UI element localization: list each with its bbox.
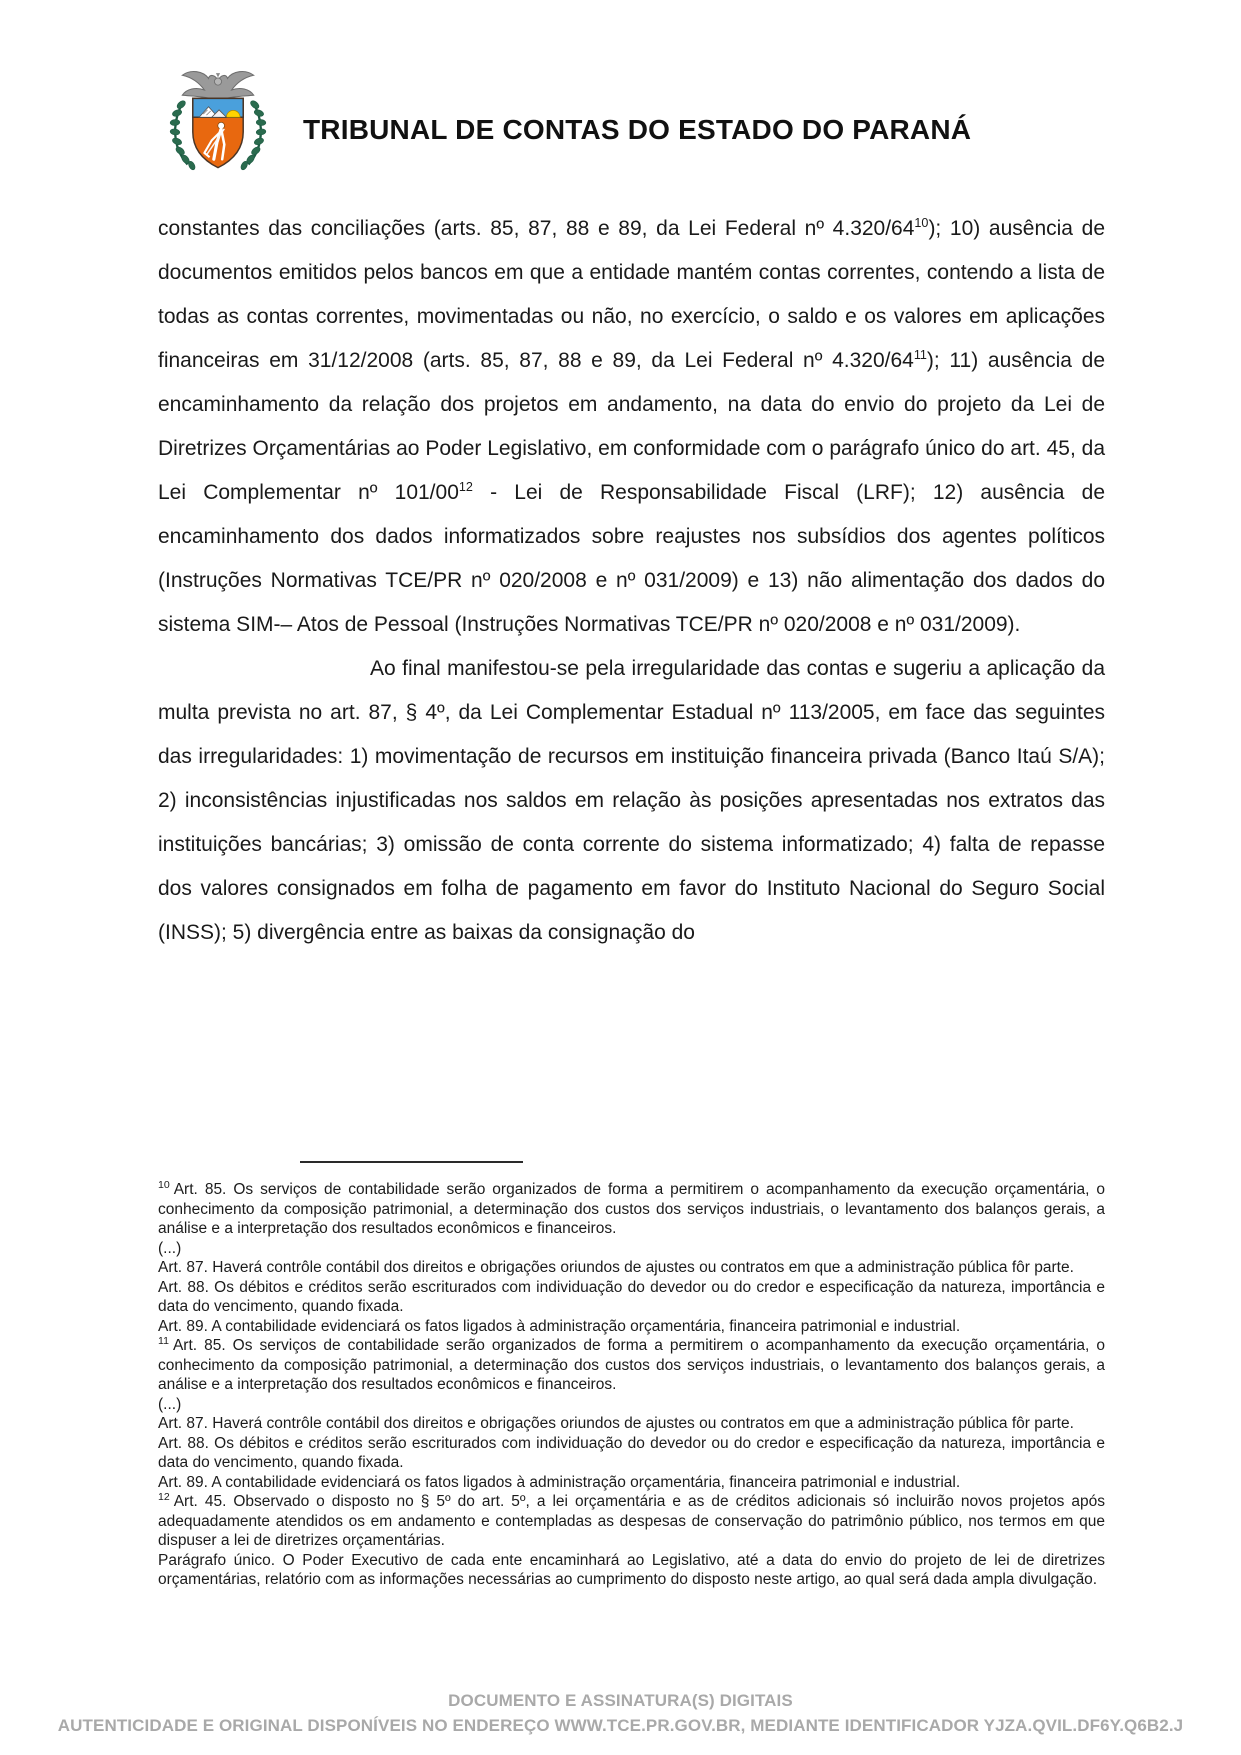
footnote-reference: 10 bbox=[914, 216, 929, 230]
footnote-paragraph: Art. 88. Os débitos e créditos serão escriturados com individuação do devedor ou do credor e especificação da natureza, importância e data do vencimento, quando fixada. bbox=[158, 1434, 1105, 1471]
body-paragraph: constantes das conciliações (arts. 85, 87, 88 e 89, da Lei Federal nº 4.320/64$^{10}$); 10) ausência de documentos emitidos pelos bancos em que a entidade mantém contas correntes, contendo a lista de todas as contas correntes, movimentadas ou não, no exercício, o saldo e os valores em aplicações financeiras em 31/12/2008 (arts. 85, 87, 88 e 89, da Lei Federal nº 4.320/64$^{11}$); 11) ausência de encaminhamento da relação dos projetos em andamento, na data do envio do projeto da Lei de Diretrizes Orçamentárias ao Poder Legislativo, em conformidade com o parágrafo único do art. 45, da Lei Complementar nº 101/00$^{12}$ - Lei de Responsabilidade Fiscal (LRF); 12) ausência de encaminhamento dos dados informatizados sobre reajustes nos subsídios dos agentes políticos (Instruções Normativas TCE/PR nº 020/2008 e nº 031/2009) e 13) não alimentação dos dados do sistema SIM-– Atos de Pessoal (Instruções Normativas TCE/PR nº 020/2008 e nº 031/2009). bbox=[158, 216, 1106, 636]
footnote-marker: 10 bbox=[158, 1178, 170, 1191]
footnote-paragraph: (...) bbox=[158, 1239, 182, 1257]
footer-line-1: DOCUMENTO E ASSINATURA(S) DIGITAIS bbox=[448, 1691, 793, 1710]
footnote-paragraph: (...) bbox=[158, 1395, 182, 1413]
body-paragraph: Ao final manifestou-se pela irregularidade das contas e sugeriu a aplicação da multa prevista no art. 87, § 4º, da Lei Complementar Estadual nº 113/2005, em face das seguintes das irregularidades: 1) movimentação de recursos em instituição financeira privada (Banco Itaú S/A); 2) inconsistências injustificadas nos saldos em relação às posições apresentadas nos extratos das instituições bancárias; 3) omissão de conta corrente do sistema informatizado; 4) falta de repasse dos valores consignados em folha de pagamento em favor do Instituto Nacional do Seguro Social (INSS); 5) divergência entre as baixas da consignação do bbox=[158, 657, 1105, 944]
footnote-marker: 11 bbox=[158, 1334, 169, 1347]
footnote-paragraph: Art. 89. A contabilidade evidenciará os fatos ligados à administração orçamentária, financeira patrimonial e industrial. bbox=[158, 1473, 961, 1491]
footnote-marker: 12 bbox=[158, 1490, 170, 1503]
footer-line-2: AUTENTICIDADE E ORIGINAL DISPONÍVEIS NO ENDEREÇO WWW.TCE.PR.GOV.BR, MEDIANTE IDENTIFICADOR YJZA.QVIL.DF6Y.Q6B2.J bbox=[57, 1716, 1184, 1735]
body-text bbox=[158, 207, 1105, 955]
footnote-paragraph: $^{11}$ Art. 85. Os serviços de contabilidade serão organizados de forma a permitirem o acompanhamento da execução orçamentária, o conhecimento da composição patrimonial, a determinação dos custos dos serviços industriais, o levantamento dos balanços gerais, a análise e a interpretação dos resultados econômicos e financeiros. bbox=[158, 1334, 1105, 1393]
shield-icon bbox=[193, 98, 243, 167]
footnote-paragraph: $^{10}$ Art. 85. Os serviços de contabilidade serão organizados de forma a permitirem o acompanhamento da execução orçamentária, o conhecimento da composição patrimonial, a determinação dos custos dos serviços industriais, o levantamento dos balanços gerais, a análise e a interpretação dos resultados econômicos e financeiros. bbox=[158, 1178, 1105, 1237]
header bbox=[155, 66, 1105, 206]
footnote-reference: 11 bbox=[913, 348, 927, 362]
footnotes bbox=[158, 1180, 1105, 1590]
footnote-separator bbox=[300, 1161, 523, 1163]
footnote-paragraph: Art. 87. Haverá contrôle contábil dos direitos e obrigações oriundos de ajustes ou contratos em que a administração pública fôr parte. bbox=[158, 1415, 1074, 1432]
footnote-paragraph: Art. 89. A contabilidade evidenciará os fatos ligados à administração orçamentária, financeira patrimonial e industrial. bbox=[158, 1317, 961, 1335]
footnote-paragraph: Art. 88. Os débitos e créditos serão escriturados com individuação do devedor ou do credor e especificação da natureza, importância e data do vencimento, quando fixada. bbox=[158, 1278, 1105, 1315]
footer bbox=[0, 1688, 1241, 1738]
page-title: TRIBUNAL DE CONTAS DO ESTADO DO PARANÁ bbox=[303, 114, 972, 145]
footnote-paragraph: $^{12}$ Art. 45. Observado o disposto no § 5º do art. 5º, a lei orçamentária e as de créditos adicionais só incluirão novos projetos após adequadamente atendidos os em andamento e contempladas as despesas de conservação do patrimônio público, nos termos em que dispuser a lei de diretrizes orçamentárias. bbox=[158, 1490, 1105, 1549]
footnote-paragraph: Art. 87. Haverá contrôle contábil dos direitos e obrigações oriundos de ajustes ou contratos em que a administração pública fôr parte. bbox=[158, 1259, 1074, 1276]
eagle-icon bbox=[182, 72, 253, 100]
footnote-paragraph: Parágrafo único. O Poder Executivo de cada ente encaminhará ao Legislativo, até a data do envio do projeto de lei de diretrizes orçamentárias, relatório com as informações necessárias ao cumprimento do disposto neste artigo, ao qual será dada ampla divulgação. bbox=[158, 1551, 1105, 1588]
footnote-reference: 12 bbox=[458, 480, 473, 494]
parana-coat-of-arms-logo bbox=[155, 66, 281, 200]
